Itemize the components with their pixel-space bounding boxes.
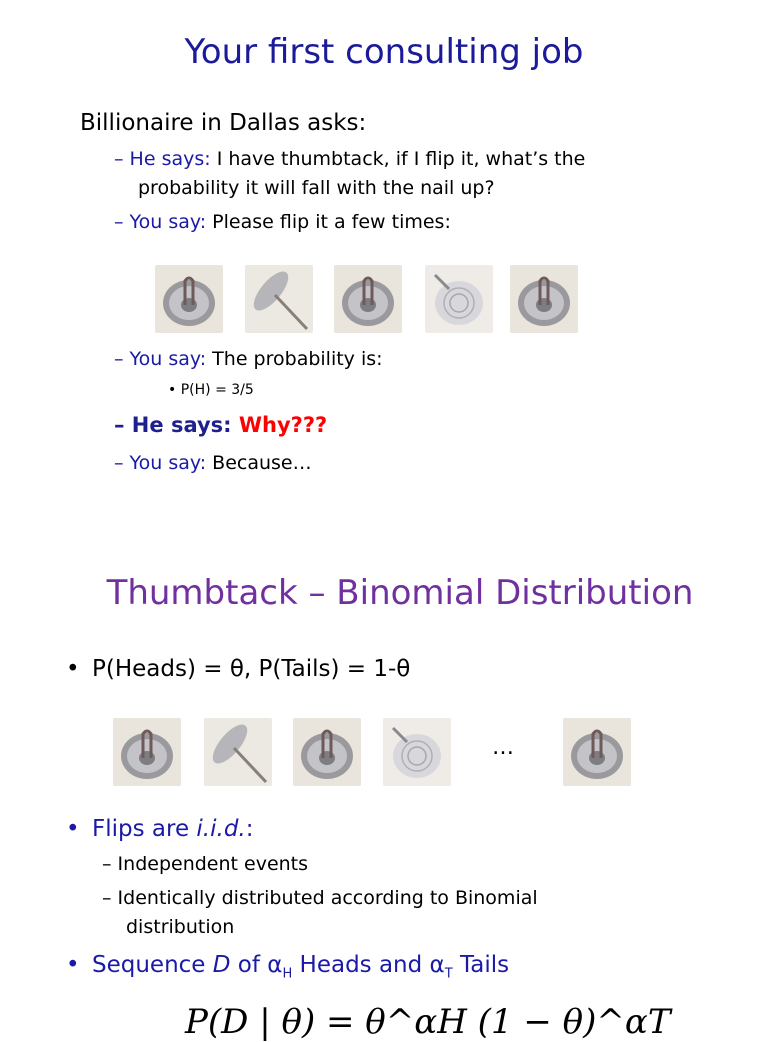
probability-answer [168, 382, 254, 398]
bullet-marker: • [66, 656, 80, 682]
iid-term: i.i.d. [196, 816, 246, 842]
bullet-marker: • [168, 382, 181, 398]
thumbtack-tails-image [383, 718, 451, 786]
slide1-title: Your first consulting job [184, 32, 584, 72]
he-says-text-continued: probability it will fall with the nail up? [138, 177, 495, 199]
you-say-line-1 [114, 211, 451, 233]
iid-item-2-continued: distribution [126, 916, 235, 938]
ellipsis: … [492, 735, 514, 760]
he-says-speaker: He says: [129, 148, 211, 170]
dash-marker: – [114, 452, 130, 474]
thumbtack-heads-image [563, 718, 631, 786]
you-say-text: Because… [206, 452, 312, 474]
thumbtack-heads-image [510, 265, 578, 333]
thumbtack-tails-image [204, 718, 272, 786]
thumbtack-heads-image [113, 718, 181, 786]
iid-item-text: Identically distributed according to Binomial [117, 887, 538, 909]
bullet-marker: • [66, 816, 80, 842]
bullet-marker: • [66, 952, 80, 978]
he-says-why-line [114, 413, 327, 437]
iid-line [66, 816, 254, 842]
likelihood-formula: P(D | θ) = θ^αH (1 − θ)^αT [185, 1002, 671, 1042]
he-says-speaker: – He says: [114, 413, 239, 437]
sequence-p1: Sequence [92, 952, 213, 978]
iid-prefix: Flips are [92, 816, 197, 842]
you-say-text: Please flip it a few times: [206, 211, 451, 233]
thumbtack-tails-image [245, 265, 313, 333]
dash-marker: – [102, 853, 118, 875]
sequence-p2: of α [230, 952, 283, 978]
prob-definition: P(Heads) = θ, P(Tails) = 1-θ [92, 656, 411, 682]
sequence-p4: Tails [452, 952, 510, 978]
thumbtack-heads-image [334, 265, 402, 333]
sequence-line [66, 952, 509, 982]
sequence-t: T [444, 966, 453, 982]
dash-marker: – [114, 148, 130, 170]
dash-marker: – [114, 348, 130, 370]
he-says-line [114, 148, 585, 170]
intro-line: Billionaire in Dallas asks: [80, 110, 367, 136]
sequence-p3: Heads and α [292, 952, 445, 978]
dash-marker: – [102, 887, 118, 909]
you-say-text: The probability is: [206, 348, 383, 370]
thumbtack-tails-image [425, 265, 493, 333]
why-text: Why??? [238, 413, 328, 437]
iid-item-1 [102, 853, 308, 875]
sequence-h: H [282, 966, 293, 982]
dash-marker: – [114, 211, 130, 233]
prob-definition-line [66, 656, 410, 682]
iid-suffix: : [245, 816, 254, 842]
you-say-line-3 [114, 452, 312, 474]
probability-value: P(H) = 3/5 [180, 382, 254, 398]
slide2-title: Thumbtack – Binomial Distribution [106, 573, 694, 613]
you-say-speaker: You say: [129, 452, 207, 474]
iid-item-2 [102, 887, 538, 909]
you-say-speaker: You say: [129, 348, 207, 370]
sequence-d: D [212, 952, 231, 978]
iid-item-text: Independent events [117, 853, 309, 875]
thumbtack-heads-image [293, 718, 361, 786]
thumbtack-heads-image [155, 265, 223, 333]
you-say-line-2 [114, 348, 383, 370]
he-says-text: I have thumbtack, if I flip it, what’s the [210, 148, 586, 170]
you-say-speaker: You say: [129, 211, 207, 233]
